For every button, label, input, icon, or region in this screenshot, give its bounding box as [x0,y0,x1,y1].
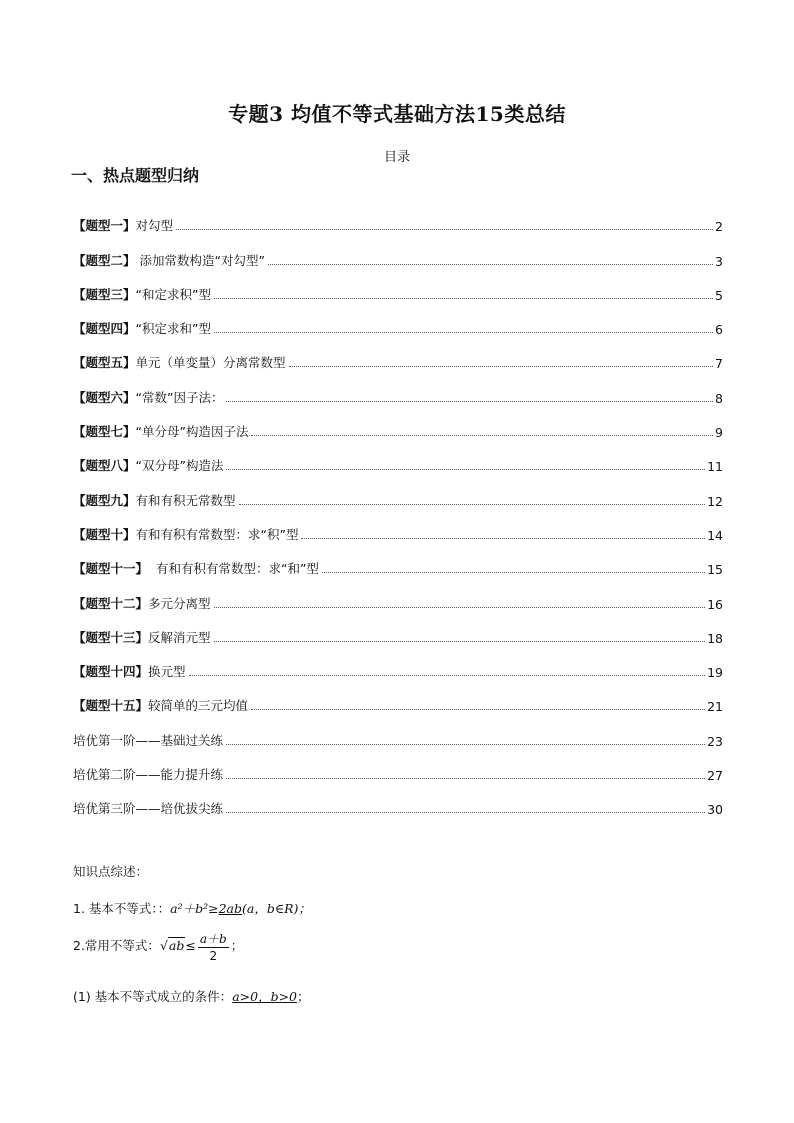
toc-entry-page: 7 [715,356,723,372]
toc-dot-leader [251,434,713,436]
toc-entry-text: 较简单的三元均值 [148,698,249,714]
toc-entry-tag: 【题型一】 [73,218,136,234]
toc-dot-leader [268,263,713,265]
toc-entry-page: 9 [715,425,723,441]
toc-entry-text: 对勾型 [135,218,174,234]
toc-entry-page: 15 [707,562,723,578]
toc-entry-text: 多元分离型 [148,595,211,611]
toc-entry[interactable] [73,749,723,783]
toc-entry-page: 6 [715,322,723,338]
toc-entry-text: 有和有积无常数型 [135,492,236,508]
toc-entry-text: 换元型 [148,664,186,680]
toc-dot-leader [214,331,713,333]
toc-entry[interactable] [73,646,723,680]
toc-entry[interactable] [73,577,723,611]
toc-entry-page: 30 [707,802,723,818]
toc-entry-tag: 【题型五】 [73,355,136,371]
toc-entry-page: 2 [715,219,723,235]
toc-dot-leader [226,743,705,745]
item1-formula-right: (a，b∈R)； [242,901,311,916]
toc-entry[interactable] [73,509,723,543]
toc-entry-tag: 【题型十】 [73,526,136,542]
toc-entry-page: 16 [707,596,723,612]
toc-entry[interactable] [73,543,723,577]
sqrt-expression: √ab [159,938,185,953]
knowledge-heading: 知识点综述： [73,864,149,879]
toc-dot-leader [176,228,713,230]
toc-entry-page: 3 [715,253,723,269]
toc-entry-text: 有和有积有常数型：求“和”型 [148,561,319,577]
toc-entry-page: 14 [707,527,723,543]
toc-entry[interactable] [73,714,723,748]
toc-entry-label [73,285,211,303]
item3-condition: a>0，b>0 [232,989,297,1004]
toc-entry-label [73,765,223,783]
item1-formula-left: a²＋b²≥ [170,901,219,916]
toc-entry-text: 添加常数构造“对勾型” [135,252,265,268]
toc-entry-text: 有和有积有常数型：求“积”型 [135,526,299,542]
toc-entry[interactable] [73,680,723,714]
toc-entry-label [73,319,211,337]
toc-entry-tag: 【题型八】 [73,458,136,474]
document-title: 专题3 均值不等式基础方法15类总结 [228,102,566,126]
toc-entry-label [73,525,298,543]
toc-entry-text: 反解消元型 [148,629,211,645]
toc-entry-tag: 【题型六】 [73,389,136,405]
toc-entry-label [73,731,223,749]
toc-entry-label [73,353,286,371]
toc-dot-leader [226,777,705,779]
toc-entry[interactable] [73,200,723,234]
toc-entry[interactable] [73,783,723,817]
toc-entry-page: 12 [707,493,723,509]
item2-prefix: 2.常用不等式： [73,938,160,953]
toc-entry[interactable] [73,337,723,371]
toc-entry-label [73,216,173,234]
toc-entry-page: 23 [707,733,723,749]
toc-entry-page: 8 [715,390,723,406]
sqrt-radicand: ab [168,938,185,953]
toc-entry-page: 11 [707,459,723,475]
toc-entry-tag: 【题型十三】 [73,629,149,645]
toc-entry[interactable] [73,474,723,508]
table-of-contents [73,200,723,817]
toc-dot-leader [239,503,706,505]
toc-entry-label [73,594,211,612]
toc-entry-text: “双分母”构造法 [135,458,224,474]
toc-entry-text: “和定求积”型 [135,286,211,302]
toc-entry-tag: 【题型二】 [73,252,136,268]
toc-entry-label [73,456,223,474]
leq-symbol: ≤ [185,938,196,953]
toc-entry-page: 19 [707,665,723,681]
toc-dot-leader [214,297,713,299]
toc-entry-text: 培优第三阶——培优拔尖练 [73,801,224,817]
section-heading: 一、热点题型归纳 [71,166,200,185]
toc-entry[interactable] [73,269,723,303]
knowledge-item-2 [73,930,243,963]
toc-entry-tag: 【题型十二】 [73,595,149,611]
toc-dot-leader [214,606,706,608]
item3-prefix: (1) 基本不等式成立的条件： [73,989,233,1004]
toc-entry[interactable] [73,612,723,646]
toc-entry-label [73,628,211,646]
toc-entry-label [73,491,236,509]
toc-dot-leader [226,468,705,470]
item3-suffix: ； [297,989,310,1004]
toc-dot-leader [322,571,705,573]
item1-formula-under: 2ab [218,901,243,916]
toc-dot-leader [226,400,713,402]
toc-dot-leader [214,640,706,642]
toc-dot-leader [226,811,705,813]
item1-prefix: 1. 基本不等式：： [73,901,171,916]
toc-entry-tag: 【题型十一】 [73,561,149,577]
toc-entry-text: 培优第二阶——能力提升练 [73,767,224,783]
toc-dot-leader [289,365,714,367]
toc-entry[interactable] [73,303,723,337]
toc-entry-label [73,422,248,440]
toc-entry-page: 18 [707,630,723,646]
toc-entry-label [73,696,248,714]
fraction-denominator: 2 [209,949,218,963]
toc-entry-label [73,388,223,406]
knowledge-item-1 [73,899,311,917]
toc-entry-tag: 【题型十五】 [73,698,149,714]
toc-entry-text: “单分母”构造因子法 [135,424,249,440]
toc-entry-page: 21 [707,699,723,715]
toc-caption: 目录 [383,150,410,165]
toc-entry-tag: 【题型十四】 [73,664,149,680]
knowledge-item-3 [73,987,310,1005]
toc-dot-leader [301,537,705,539]
toc-entry-label [73,662,186,680]
toc-dot-leader [189,674,706,676]
toc-entry-tag: 【题型四】 [73,321,136,337]
toc-entry[interactable] [73,234,723,268]
toc-entry-tag: 【题型七】 [73,424,136,440]
item2-suffix: ； [230,938,244,953]
toc-entry-text: “常数”因子法： [135,389,224,405]
toc-entry-text: 培优第一阶——基础过关练 [73,732,224,748]
toc-entry-page: 27 [707,768,723,784]
fraction [198,930,229,963]
toc-entry-label [73,251,265,269]
toc-entry-label [73,799,223,817]
toc-entry-tag: 【题型九】 [73,492,136,508]
toc-dot-leader [251,708,705,710]
toc-entry-page: 5 [715,287,723,303]
toc-entry-label [73,559,319,577]
fraction-numerator: a＋b [199,932,227,946]
toc-entry[interactable] [73,371,723,405]
toc-entry-text: “积定求和”型 [135,321,211,337]
toc-entry-text: 单元（单变量）分离常数型 [135,355,286,371]
toc-entry-tag: 【题型三】 [73,286,136,302]
toc-entry[interactable] [73,440,723,474]
toc-entry[interactable] [73,406,723,440]
